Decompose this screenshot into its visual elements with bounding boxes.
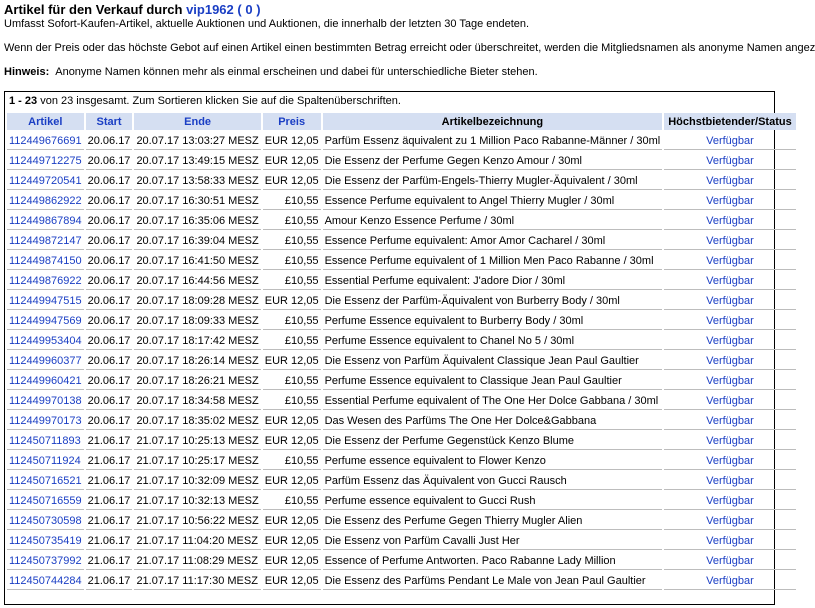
paren-open: ( (237, 2, 242, 17)
item-number-link[interactable]: 112450735419 (9, 534, 82, 547)
item-number-cell (7, 572, 84, 590)
end-date-cell: 20.07.17 16:35:06 MESZ (134, 212, 260, 230)
price-cell: £10,55 (263, 372, 321, 390)
status-cell (664, 212, 795, 230)
status-cell (664, 232, 795, 250)
item-number-cell (7, 232, 84, 250)
page-title (4, 2, 261, 17)
status-cell (664, 272, 795, 290)
table-row (7, 292, 796, 310)
results-summary: von 23 insgesamt. Zum Sortieren klicken Sie auf die Spaltenüberschriften. (40, 95, 401, 107)
start-date-cell: 20.06.17 (86, 352, 133, 370)
end-date-cell: 21.07.17 11:04:20 MESZ (134, 532, 260, 550)
status-link[interactable]: Verfügbar (706, 234, 754, 247)
status-cell (664, 572, 795, 590)
item-number-cell (7, 472, 84, 490)
price-cell: EUR 12,05 (263, 152, 321, 170)
status-cell (664, 252, 795, 270)
start-date-cell: 21.06.17 (86, 432, 133, 450)
table-header-row (7, 113, 796, 130)
price-cell: £10,55 (263, 192, 321, 210)
table-row (7, 552, 796, 570)
start-date-cell: 20.06.17 (86, 372, 133, 390)
hint-text: Anonyme Namen können mehr als einmal erscheinen und dabei für unterschiedliche Bieter stehen. (55, 66, 538, 78)
item-number-cell (7, 152, 84, 170)
item-number-cell (7, 392, 84, 410)
item-title-cell: Perfume Essence equivalent to Classique Jean Paul Gaultier (323, 372, 663, 390)
price-cell: £10,55 (263, 212, 321, 230)
table-body (7, 132, 796, 590)
item-number-link[interactable]: 112449953404 (9, 334, 82, 347)
status-link[interactable]: Verfügbar (706, 534, 754, 547)
status-link[interactable]: Verfügbar (706, 254, 754, 267)
price-cell: EUR 12,05 (263, 472, 321, 490)
price-cell: £10,55 (263, 272, 321, 290)
table-row (7, 172, 796, 190)
end-date-cell: 20.07.17 18:34:58 MESZ (134, 392, 260, 410)
column-header-ende[interactable]: Ende (134, 113, 260, 130)
status-cell (664, 532, 795, 550)
price-cell: £10,55 (263, 392, 321, 410)
table-row (7, 272, 796, 290)
start-date-cell: 21.06.17 (86, 572, 133, 590)
status-cell (664, 412, 795, 430)
item-number-link[interactable]: 112449876922 (9, 274, 82, 287)
start-date-cell: 20.06.17 (86, 412, 133, 430)
end-date-cell: 20.07.17 16:44:56 MESZ (134, 272, 260, 290)
column-header-status: Höchstbietender/Status (664, 113, 795, 130)
item-number-cell (7, 332, 84, 350)
start-date-cell: 20.06.17 (86, 272, 133, 290)
item-number-cell (7, 312, 84, 330)
table-row (7, 372, 796, 390)
start-date-cell: 20.06.17 (86, 332, 133, 350)
item-title-cell: Essence Perfume equivalent of 1 Million Men Paco Rabanne / 30ml (323, 252, 663, 270)
end-date-cell: 20.07.17 18:26:14 MESZ (134, 352, 260, 370)
column-header-preis[interactable]: Preis (263, 113, 321, 130)
end-date-cell: 20.07.17 16:39:04 MESZ (134, 232, 260, 250)
end-date-cell: 21.07.17 10:32:09 MESZ (134, 472, 260, 490)
item-number-cell (7, 552, 84, 570)
start-date-cell: 20.06.17 (86, 192, 133, 210)
status-link[interactable]: Verfügbar (706, 174, 754, 187)
price-cell: £10,55 (263, 312, 321, 330)
results-count (5, 92, 774, 111)
end-date-cell: 20.07.17 18:09:28 MESZ (134, 292, 260, 310)
item-title-cell: Das Wesen des Parfüms The One Her Dolce&Gabbana (323, 412, 663, 430)
item-number-link[interactable]: 112449874150 (9, 254, 82, 267)
item-number-link[interactable]: 112450711924 (9, 454, 81, 467)
item-title-cell: Die Essenz von Parfüm Äquivalent Classique Jean Paul Gaultier (323, 352, 663, 370)
paren-close: ) (256, 2, 261, 17)
status-cell (664, 392, 795, 410)
price-cell: £10,55 (263, 232, 321, 250)
price-cell: £10,55 (263, 452, 321, 470)
item-title-cell: Amour Kenzo Essence Perfume / 30ml (323, 212, 663, 230)
start-date-cell: 20.06.17 (86, 172, 133, 190)
start-date-cell: 21.06.17 (86, 472, 133, 490)
item-title-cell: Parfüm Essenz das Äquivalent von Gucci Rausch (323, 472, 663, 490)
table-row (7, 212, 796, 230)
status-link[interactable]: Verfügbar (706, 574, 754, 587)
status-cell (664, 512, 795, 530)
end-date-cell: 20.07.17 16:41:50 MESZ (134, 252, 260, 270)
item-number-link[interactable]: 112450716521 (9, 474, 82, 487)
end-date-cell: 20.07.17 18:17:42 MESZ (134, 332, 260, 350)
item-title-cell: Die Essenz von Parfüm Cavalli Just Her (323, 532, 663, 550)
status-link[interactable]: Verfügbar (706, 454, 754, 467)
title-text: Artikel für den Verkauf durch (4, 2, 183, 17)
column-header-artikelbezeichnung: Artikelbezeichnung (323, 113, 663, 130)
table-row (7, 492, 796, 510)
status-cell (664, 132, 795, 150)
price-cell: EUR 12,05 (263, 512, 321, 530)
item-number-link[interactable]: 112449676691 (9, 134, 82, 147)
status-cell (664, 452, 795, 470)
item-number-cell (7, 132, 84, 150)
end-date-cell: 21.07.17 11:17:30 MESZ (134, 572, 260, 590)
table-row (7, 352, 796, 370)
start-date-cell: 20.06.17 (86, 212, 133, 230)
item-number-link[interactable]: 112449947569 (9, 314, 82, 327)
item-number-link[interactable]: 112449872147 (9, 234, 82, 247)
item-number-link[interactable]: 112450730598 (9, 514, 82, 527)
price-cell: EUR 12,05 (263, 292, 321, 310)
table-row (7, 332, 796, 350)
status-link[interactable]: Verfügbar (706, 294, 754, 307)
item-number-link[interactable]: 112449862922 (9, 194, 82, 207)
status-cell (664, 312, 795, 330)
item-number-link[interactable]: 112449712275 (9, 154, 82, 167)
status-link[interactable]: Verfügbar (706, 334, 754, 347)
status-link[interactable]: Verfügbar (706, 434, 754, 447)
item-title-cell: Die Essenz des Perfume Gegen Thierry Mugler Alien (323, 512, 663, 530)
end-date-cell: 21.07.17 10:56:22 MESZ (134, 512, 260, 530)
end-date-cell: 21.07.17 10:32:13 MESZ (134, 492, 260, 510)
table-row (7, 432, 796, 450)
status-cell (664, 432, 795, 450)
item-title-cell: Die Essenz der Parfüm-Engels-Thierry Mugler-Äquivalent / 30ml (323, 172, 663, 190)
item-number-link[interactable]: 112450737992 (9, 554, 82, 567)
item-title-cell: Parfüm Essenz äquivalent zu 1 Million Paco Rabanne-Männer / 30ml (323, 132, 663, 150)
item-number-link[interactable]: 112450711893 (9, 434, 81, 447)
status-cell (664, 292, 795, 310)
status-cell (664, 192, 795, 210)
status-cell (664, 472, 795, 490)
description: Wenn der Preis oder das höchste Gebot auf einen Artikel einen bestimmten Betrag erreicht oder überschreitet, werden die Mitgliedsnamen als anonyme Namen angez (4, 42, 815, 54)
item-number-cell (7, 532, 84, 550)
hint-label: Hinweis: (4, 66, 50, 78)
price-cell: EUR 12,05 (263, 412, 321, 430)
status-link[interactable]: Verfügbar (706, 214, 754, 227)
item-number-cell (7, 412, 84, 430)
table-row (7, 512, 796, 530)
item-title-cell: Essence of Perfume Antworten. Paco Rabanne Lady Million (323, 552, 663, 570)
start-date-cell: 21.06.17 (86, 492, 133, 510)
item-number-link[interactable]: 112450716559 (9, 494, 82, 507)
status-link[interactable]: Verfügbar (706, 554, 754, 567)
end-date-cell: 21.07.17 10:25:17 MESZ (134, 452, 260, 470)
item-number-cell (7, 172, 84, 190)
status-link[interactable]: Verfügbar (706, 354, 754, 367)
item-title-cell: Essence Perfume equivalent to Angel Thierry Mugler / 30ml (323, 192, 663, 210)
results-range: 1 - 23 (9, 95, 38, 107)
status-cell (664, 552, 795, 570)
item-number-link[interactable]: 112449960377 (9, 354, 82, 367)
table-row (7, 132, 796, 150)
end-date-cell: 21.07.17 11:08:29 MESZ (134, 552, 260, 570)
item-number-cell (7, 432, 84, 450)
item-number-link[interactable]: 112449947515 (9, 294, 82, 307)
price-cell: EUR 12,05 (263, 532, 321, 550)
start-date-cell: 20.06.17 (86, 252, 133, 270)
item-number-cell (7, 452, 84, 470)
item-title-cell: Die Essenz des Parfüms Pendant Le Male von Jean Paul Gaultier (323, 572, 663, 590)
status-link[interactable]: Verfügbar (706, 314, 754, 327)
status-link[interactable]: Verfügbar (706, 514, 754, 527)
item-number-cell (7, 492, 84, 510)
price-cell: £10,55 (263, 492, 321, 510)
status-link[interactable]: Verfügbar (706, 474, 754, 487)
start-date-cell: 20.06.17 (86, 392, 133, 410)
start-date-cell: 20.06.17 (86, 292, 133, 310)
item-title-cell: Die Essenz der Parfüm-Äquivalent von Burberry Body / 30ml (323, 292, 663, 310)
item-number-cell (7, 512, 84, 530)
end-date-cell: 20.07.17 13:49:15 MESZ (134, 152, 260, 170)
status-cell (664, 352, 795, 370)
item-title-cell: Essential Perfume equivalent: J'adore Dior / 30ml (323, 272, 663, 290)
item-number-link[interactable]: 112449970173 (9, 414, 82, 427)
end-date-cell: 20.07.17 18:26:21 MESZ (134, 372, 260, 390)
end-date-cell: 21.07.17 10:25:13 MESZ (134, 432, 260, 450)
table-row (7, 452, 796, 470)
feedback-score-link[interactable]: 0 (245, 2, 253, 17)
status-cell (664, 332, 795, 350)
price-cell: EUR 12,05 (263, 352, 321, 370)
status-link[interactable]: Verfügbar (706, 494, 754, 507)
subtitle: Umfasst Sofort-Kaufen-Artikel, aktuelle Auktionen und Auktionen, die innerhalb der letzten 30 Tage endeten. (4, 18, 530, 30)
item-title-cell: Die Essenz der Perfume Gegen Kenzo Amour / 30ml (323, 152, 663, 170)
table-row (7, 232, 796, 250)
status-link[interactable]: Verfügbar (706, 134, 754, 147)
start-date-cell: 21.06.17 (86, 532, 133, 550)
start-date-cell: 20.06.17 (86, 232, 133, 250)
status-cell (664, 372, 795, 390)
end-date-cell: 20.07.17 16:30:51 MESZ (134, 192, 260, 210)
item-title-cell: Perfume essence equivalent to Flower Kenzo (323, 452, 663, 470)
price-cell: EUR 12,05 (263, 572, 321, 590)
end-date-cell: 20.07.17 13:03:27 MESZ (134, 132, 260, 150)
column-header-start[interactable]: Start (86, 113, 133, 130)
end-date-cell: 20.07.17 18:35:02 MESZ (134, 412, 260, 430)
start-date-cell: 20.06.17 (86, 312, 133, 330)
price-cell: EUR 12,05 (263, 132, 321, 150)
price-cell: £10,55 (263, 332, 321, 350)
item-number-cell (7, 292, 84, 310)
status-link[interactable]: Verfügbar (706, 154, 754, 167)
price-cell: EUR 12,05 (263, 172, 321, 190)
item-number-cell (7, 192, 84, 210)
item-number-link[interactable]: 112449970138 (9, 394, 82, 407)
item-number-link[interactable]: 112449867894 (9, 214, 82, 227)
results-box (4, 91, 792, 605)
item-title-cell: Perfume Essence equivalent to Chanel No 5 / 30ml (323, 332, 663, 350)
price-cell: EUR 12,05 (263, 432, 321, 450)
start-date-cell: 21.06.17 (86, 552, 133, 570)
item-title-cell: Essence Perfume equivalent: Amor Amor Cacharel / 30ml (323, 232, 663, 250)
start-date-cell: 21.06.17 (86, 452, 133, 470)
status-link[interactable]: Verfügbar (706, 274, 754, 287)
item-number-cell (7, 212, 84, 230)
item-number-link[interactable]: 112450744284 (9, 574, 82, 587)
item-title-cell: Die Essenz der Perfume Gegenstück Kenzo Blume (323, 432, 663, 450)
column-header-artikel[interactable]: Artikel (7, 113, 84, 130)
table-row (7, 152, 796, 170)
status-link[interactable]: Verfügbar (706, 374, 754, 387)
status-link[interactable]: Verfügbar (706, 194, 754, 207)
table-row (7, 532, 796, 550)
table-row (7, 412, 796, 430)
table-row (7, 392, 796, 410)
status-cell (664, 492, 795, 510)
item-number-cell (7, 372, 84, 390)
price-cell: EUR 12,05 (263, 552, 321, 570)
item-title-cell: Perfume Essence equivalent to Burberry Body / 30ml (323, 312, 663, 330)
item-number-cell (7, 252, 84, 270)
start-date-cell: 20.06.17 (86, 152, 133, 170)
end-date-cell: 20.07.17 18:09:33 MESZ (134, 312, 260, 330)
items-table (5, 111, 798, 592)
start-date-cell: 20.06.17 (86, 132, 133, 150)
hint (4, 66, 538, 78)
status-link[interactable]: Verfügbar (706, 414, 754, 427)
item-title-cell: Perfume essence equivalent to Gucci Rush (323, 492, 663, 510)
item-number-cell (7, 272, 84, 290)
status-cell (664, 172, 795, 190)
end-date-cell: 20.07.17 13:58:33 MESZ (134, 172, 260, 190)
status-link[interactable]: Verfügbar (706, 394, 754, 407)
table-row (7, 472, 796, 490)
item-number-link[interactable]: 112449720541 (9, 174, 82, 187)
table-row (7, 252, 796, 270)
status-cell (664, 152, 795, 170)
table-row (7, 192, 796, 210)
item-number-cell (7, 352, 84, 370)
table-row (7, 312, 796, 330)
table-row (7, 572, 796, 590)
item-title-cell: Essential Perfume equivalent of The One Her Dolce Gabbana / 30ml (323, 392, 663, 410)
price-cell: £10,55 (263, 252, 321, 270)
start-date-cell: 21.06.17 (86, 512, 133, 530)
item-number-link[interactable]: 112449960421 (9, 374, 82, 387)
seller-link[interactable]: vip1962 (186, 2, 234, 17)
